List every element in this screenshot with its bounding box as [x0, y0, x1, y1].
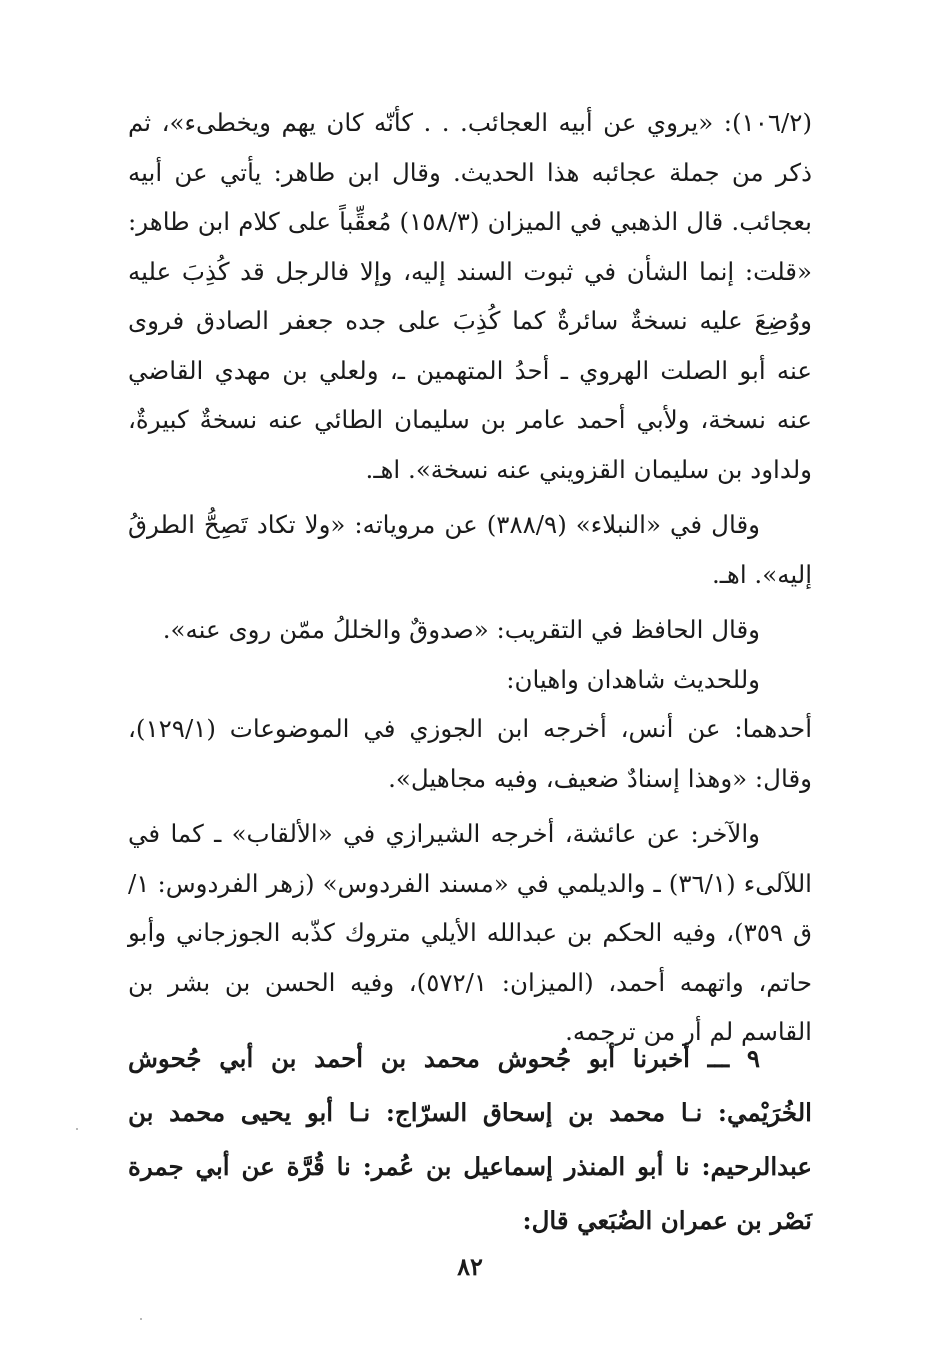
page-number: ٨٢	[457, 1252, 483, 1281]
footnote-commentary	[128, 98, 812, 1057]
commentary-paragraph-2: وقال في «النبلاء» (٣٨٨/٩) عن مروياته: «ولا تكاد تَصِحُّ الطرقُ إليه». اهـ.	[128, 510, 812, 589]
commentary-paragraph-6: والآخر: عن عائشة، أخرجه الشيرازي في «الألقاب» ـ كما في اللآلىء (٣٦/١) ـ والديلمي في «مسند الفردوس» (زهر الفردوس: ١/ق ٣٥٩)، وفيه الحكم بن عبدالله الأيلي متروك كذّبه الجوزجاني وأبو حاتم، واتهمه أحمد، (الميزان: ٥٧٢/١)، وفيه الحسن بن بشر بن القاسم لم أر من ترجمه.	[128, 819, 812, 1046]
hadith-isnad	[128, 1032, 812, 1248]
commentary-paragraph-5: أحدهما: عن أنس، أخرجه ابن الجوزي في الموضوعات (١٢٩/١)، وقال: «وهذا إسنادٌ ضعيف، وفيه مجاهيل».	[128, 714, 812, 793]
commentary-paragraph-4: وللحديث شاهدان واهيان:	[506, 664, 760, 694]
scan-speck	[76, 1128, 78, 1130]
scan-speck	[140, 1318, 142, 1320]
commentary-paragraph-3: وقال الحافظ في التقريب: «صدوقٌ والخللُ ممّن روى عنه».	[162, 615, 760, 644]
commentary-paragraph-1: (١٠٦/٢): «يروي عن أبيه العجائب. . . كأنّه كان يهم ويخطىء»، ثم ذكر من جملة عجائبه هذا الحديث. وقال ابن طاهر: يأتي عن أبيه بعجائب. قال الذهبي في الميزان (١٥٨/٣) مُعقِّباً على كلام ابن طاهر: «قلت: إنما الشأن في ثبوت السند إليه، وإلا فالرجل قد كُذِبَ عليه ووُضِعَ عليه نسخةٌ سائرةٌ كما كُذِبَ على جده جعفر الصادق فروى عنه أبو الصلت الهروي ـ أحدُ المتهمين ـ، ولعلي بن مهدي القاضي عنه نسخة، ولأبي أحمد عامر بن سليمان الطائي عنه نسخةٌ كبيرةٌ، ولداود بن سليمان القزويني عنه نسخة». اهـ.	[128, 108, 812, 484]
hadith-paragraph: ٩ ـــ أخبرنا أبو جُحوش محمد بن أحمد بن أبي جُحوش الخُرَيْمي: نـا محمد بن إسحاق السرّاج: نـا أبو يحيى محمد بن عبدالرحيم: نا أبو المنذر إسماعيل بن عُمر: نا قُرَّة عن أبي جمرة نَصْر بن عمران الضُبَعي قال:	[128, 1044, 812, 1235]
